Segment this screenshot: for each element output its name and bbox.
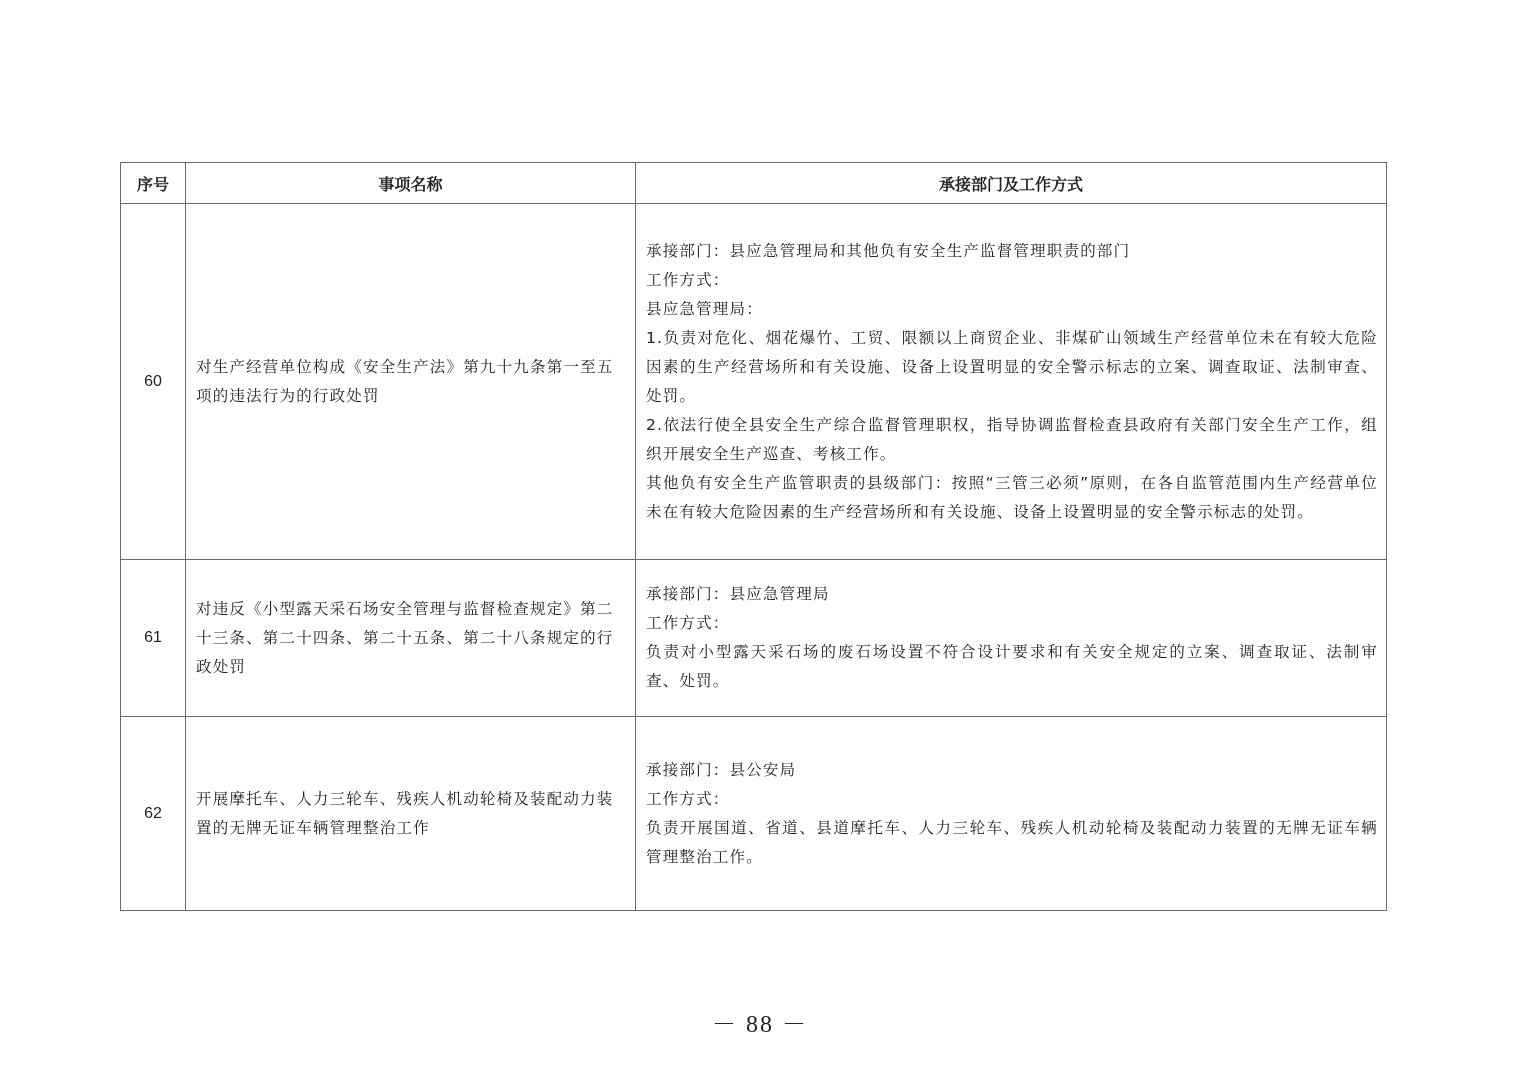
page-number: － 88 －: [712, 1012, 808, 1038]
dept-line: 1.负责对危化、烟花爆竹、工贸、限额以上商贸企业、非煤矿山领域生产经营单位未在有较大危险因素的生产经营场所和有关设施、设备上设置明显的安全警示标志的立案、调查取证、法制审查、处罚。: [646, 328, 1378, 405]
items-table: [120, 162, 1387, 911]
dept-line: 承接部门：县应急管理局: [646, 585, 830, 603]
row-item-name: 对生产经营单位构成《安全生产法》第九十九条第一至五项的违法行为的行政处罚: [186, 204, 636, 560]
dept-line: 县应急管理局：: [646, 299, 763, 318]
dept-line: 承接部门：县应急管理局和其他负有安全生产监督管理职责的部门: [646, 241, 1131, 260]
dept-line: 2.依法行使全县安全生产综合监督管理职权，指导协调监督检查县政府有关部门安全生产工作，组织开展安全生产巡查、考核工作。: [646, 415, 1378, 463]
dept-line: 负责对小型露天采石场的废石场设置不符合设计要求和有关安全规定的立案、调查取证、法制审查、处罚。: [646, 643, 1378, 690]
dept-line: 工作方式：: [646, 789, 730, 808]
table-row: [121, 560, 1387, 717]
dept-line: 负责开展国道、省道、县道摩托车、人力三轮车、残疾人机动轮椅及装配动力装置的无牌无证车辆管理整治工作。: [646, 818, 1378, 866]
table-header-row: [121, 163, 1387, 204]
dept-line: 工作方式：: [646, 270, 730, 289]
row-serial-number: 60: [121, 204, 186, 560]
row-department-method: [636, 204, 1387, 560]
row-department-method: [636, 560, 1387, 717]
table-row: [121, 204, 1387, 560]
row-serial-number: 62: [121, 717, 186, 911]
header-department-method: 承接部门及工作方式: [636, 163, 1387, 204]
dept-line: 其他负有安全生产监管职责的县级部门：按照“三管三必须”原则，在各自监管范围内生产经营单位未在有较大危险因素的生产经营场所和有关设施、设备上设置明显的安全警示标志的处罚。: [646, 473, 1378, 521]
dept-line: 工作方式：: [646, 614, 730, 632]
header-serial-number: 序号: [121, 163, 186, 204]
table-row: [121, 717, 1387, 911]
dept-line: 承接部门：县公安局: [646, 760, 797, 779]
header-item-name: 事项名称: [186, 163, 636, 204]
row-department-method: [636, 717, 1387, 911]
row-item-name: 对违反《小型露天采石场安全管理与监督检查规定》第二十三条、第二十四条、第二十五条、第二十八条规定的行政处罚: [186, 560, 636, 717]
row-serial-number: 61: [121, 560, 186, 717]
row-item-name: 开展摩托车、人力三轮车、残疾人机动轮椅及装配动力装置的无牌无证车辆管理整治工作: [186, 717, 636, 911]
